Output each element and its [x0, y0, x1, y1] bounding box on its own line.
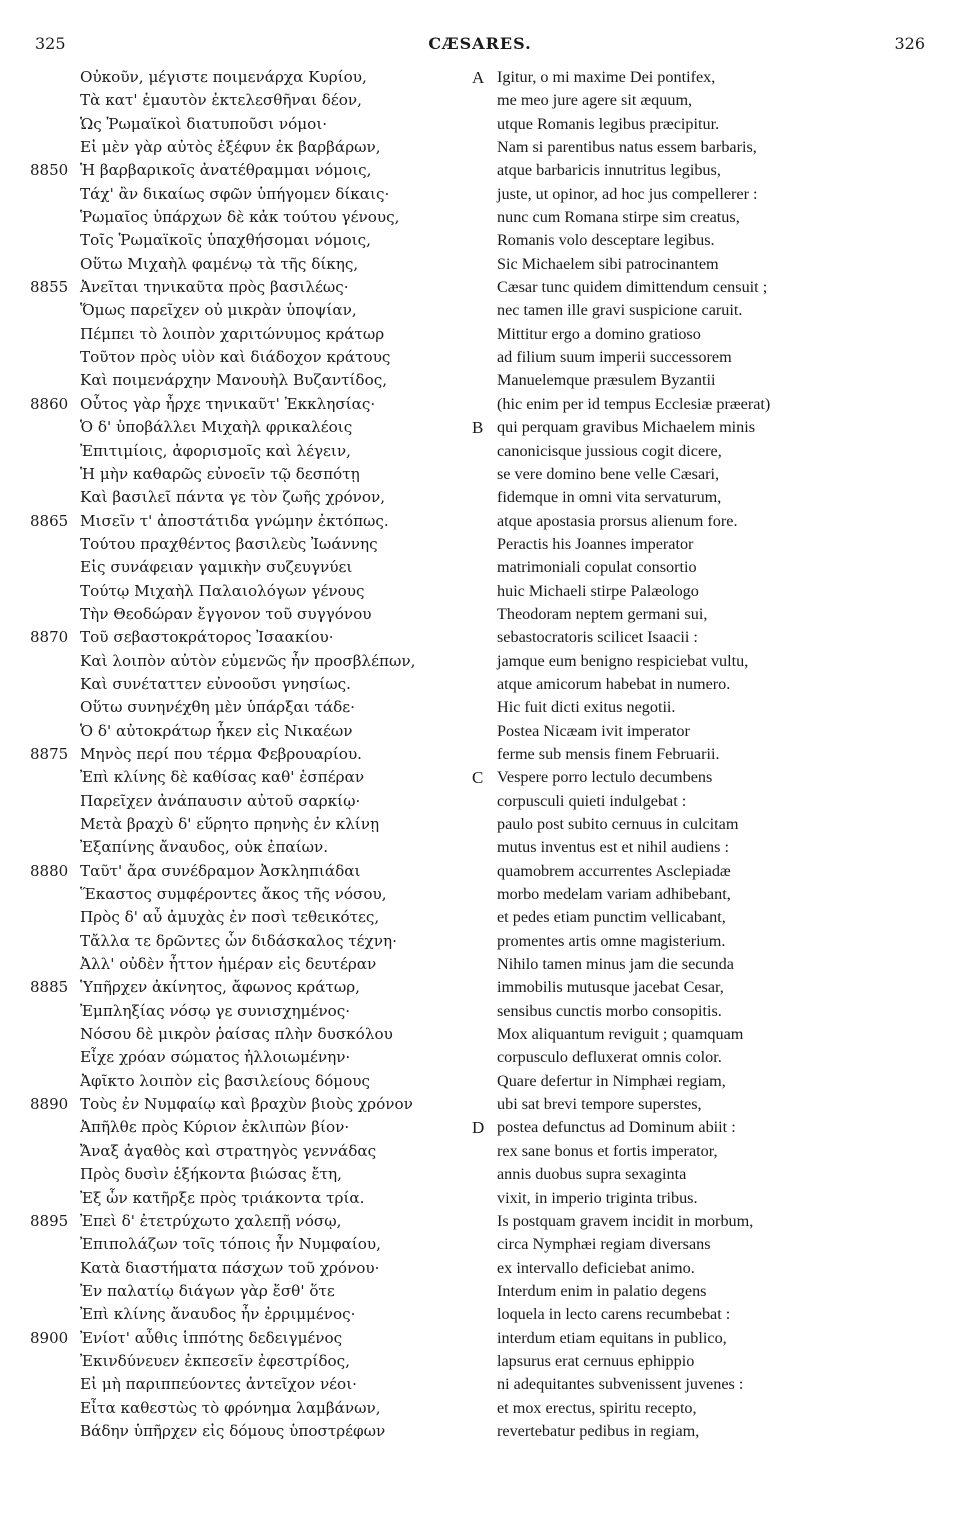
latin-line-text: Romanis volo desceptare legibus.	[497, 231, 715, 250]
latin-line-text: Mittitur ergo a domino gratioso	[497, 324, 701, 343]
latin-verse-line	[470, 1327, 940, 1350]
latin-line-text: revertebatur pedibus in regiam,	[497, 1421, 700, 1440]
latin-verse-line	[470, 276, 940, 299]
latin-verse-line	[470, 1070, 940, 1093]
latin-line-text: paulo post subito cernuus in culcitam	[497, 815, 739, 833]
line-number: 8850	[30, 161, 69, 180]
greek-verse-line	[30, 626, 470, 649]
line-number: 8900	[30, 1328, 69, 1347]
latin-line-text: et mox erectus, spiritu recepto,	[497, 1398, 697, 1417]
latin-verse-line	[470, 183, 940, 206]
greek-verse-line	[30, 440, 470, 463]
latin-verse-line	[470, 346, 940, 369]
greek-line-text: Ἡ βαρβαρικοῖς ἀνατέθραμμαι νόμοις,	[80, 161, 372, 180]
latin-text-column	[470, 66, 940, 1443]
greek-verse-line	[30, 323, 470, 346]
latin-line-text: Mox aliquantum reviguit ; quamquam	[497, 1025, 744, 1044]
greek-line-text: Ἐπὶ κλίνης δὲ καθίσας καθ' ἑσπέραν	[80, 768, 365, 787]
latin-line-text: ubi sat brevi tempore superstes,	[497, 1095, 702, 1114]
greek-verse-line	[30, 1070, 470, 1093]
greek-line-text: Ὑπῆρχεν ἀκίνητος, ἄφωνος κράτωρ,	[80, 978, 361, 997]
greek-line-text: Νόσου δὲ μικρὸν ῥαίσας πλὴν δυσκόλου	[80, 1025, 393, 1044]
latin-verse-line	[470, 673, 940, 696]
latin-line-text: Quare defertur in Nimphæi regiam,	[497, 1071, 726, 1090]
latin-verse-line	[470, 486, 940, 509]
greek-verse-line	[30, 1116, 470, 1139]
greek-verse-line	[30, 1257, 470, 1280]
latin-verse-line	[470, 1000, 940, 1023]
line-number: 8875	[30, 744, 69, 763]
greek-line-text: Κατὰ διαστήματα πάσχων τοῦ χρόνου·	[80, 1258, 380, 1277]
latin-verse-line	[470, 836, 940, 859]
latin-line-text: corpusculo defluxerat omnis color.	[497, 1048, 722, 1067]
latin-verse-line	[470, 1233, 940, 1256]
latin-line-text: sebastocratoris scilicet Isaacii :	[497, 628, 698, 647]
greek-verse-line	[30, 1327, 470, 1350]
greek-verse-line	[30, 1233, 470, 1256]
greek-verse-line	[30, 136, 470, 159]
greek-verse-line	[30, 66, 470, 89]
latin-verse-line	[470, 1303, 940, 1326]
line-number: 8885	[30, 978, 69, 997]
latin-line-text: et pedes etiam punctim vellicabant,	[497, 908, 726, 927]
greek-verse-line	[30, 650, 470, 673]
greek-verse-line	[30, 393, 470, 416]
line-number: 8865	[30, 511, 69, 530]
section-marker: B	[472, 418, 484, 438]
latin-verse-line	[470, 976, 940, 999]
latin-verse-line	[470, 1187, 940, 1210]
greek-verse-line	[30, 1350, 470, 1373]
latin-verse-line	[470, 1163, 940, 1186]
greek-verse-line	[30, 159, 470, 182]
greek-line-text: Ἀλλ' οὐδὲν ἧττον ἡμέραν εἰς δευτέραν	[80, 955, 377, 974]
greek-verse-line	[30, 1303, 470, 1326]
latin-verse-line	[470, 253, 940, 276]
latin-line-text: loquela in lecto carens recumbebat :	[497, 1305, 731, 1324]
greek-verse-line	[30, 813, 470, 836]
latin-line-text: fidemque in omni vita servaturum,	[497, 488, 722, 507]
line-number: 8870	[30, 628, 69, 647]
line-number: 8880	[30, 861, 69, 880]
latin-verse-line	[470, 580, 940, 603]
latin-line-text: matrimoniali copulat consortio	[497, 558, 697, 577]
latin-verse-line	[470, 1350, 940, 1373]
latin-line-text: rex sane bonus et fortis imperator,	[497, 1141, 718, 1160]
greek-line-text: Ταῦτ' ἄρα συνέδραμον Ἀσκληπιάδαι	[80, 861, 361, 880]
greek-line-text: Μισεῖν τ' ἀποστάτιδα γνώμην ἐκτόπως.	[80, 511, 389, 530]
latin-line-text: se vere domino bene velle Cæsari,	[497, 464, 720, 483]
greek-verse-line	[30, 743, 470, 766]
greek-line-text: Ἐνίοτ' αὖθις ἱππότης δεδειγμένος	[80, 1328, 343, 1347]
latin-line-text: postea defunctus ad Dominum abiit :	[497, 1118, 736, 1137]
latin-verse-line	[470, 930, 940, 953]
latin-verse-line	[470, 790, 940, 813]
latin-verse-line	[470, 89, 940, 112]
latin-line-text: vixit, in imperio triginta tribus.	[497, 1188, 698, 1207]
greek-verse-line	[30, 720, 470, 743]
greek-verse-line	[30, 1280, 470, 1303]
greek-line-text: Βάδην ὑπῆρχεν εἰς δόμους ὑποστρέφων	[80, 1421, 386, 1440]
greek-line-text: Ἐπεὶ δ' ἐτετρύχωτο χαλεπῇ νόσῳ,	[80, 1211, 342, 1230]
latin-line-text: me meo jure agere sit æquum,	[497, 91, 693, 110]
greek-line-text: Τοῦτον πρὸς υἱὸν καὶ διάδοχον κράτους	[80, 348, 391, 367]
latin-line-text: Hic fuit dicti exitus negotii.	[497, 698, 676, 717]
greek-verse-line	[30, 556, 470, 579]
greek-verse-line	[30, 696, 470, 719]
greek-line-text: Ἄναξ ἀγαθὸς καὶ στρατηγὸς γεννάδας	[80, 1141, 377, 1160]
greek-verse-line	[30, 1046, 470, 1069]
latin-line-text: Manuelemque præsulem Byzantii	[497, 371, 716, 390]
greek-verse-line	[30, 253, 470, 276]
greek-line-text: Τάχ' ἂν δικαίως σφῶν ὑπήγομεν δίκαις·	[80, 184, 390, 203]
greek-verse-line	[30, 860, 470, 883]
greek-line-text: Πέμπει τὸ λοιπὸν χαριτώνυμος κράτωρ	[80, 324, 385, 343]
greek-verse-line	[30, 836, 470, 859]
latin-verse-line	[470, 1257, 940, 1280]
line-number: 8855	[30, 278, 69, 297]
section-marker: D	[472, 1118, 485, 1138]
latin-verse-line	[470, 1280, 940, 1303]
latin-line-text: jamque eum benigno respiciebat vultu,	[497, 651, 749, 670]
greek-verse-line	[30, 299, 470, 322]
latin-line-text: ferme sub mensis finem Februarii.	[497, 744, 720, 763]
greek-verse-line	[30, 790, 470, 813]
latin-line-text: promentes artis omne magisterium.	[497, 931, 726, 950]
greek-verse-line	[30, 113, 470, 136]
latin-verse-line	[470, 440, 940, 463]
greek-line-text: Πρὸς δυσὶν ἑξήκοντα βιώσας ἔτη,	[80, 1165, 342, 1184]
greek-verse-line	[30, 930, 470, 953]
latin-verse-line	[470, 323, 940, 346]
greek-verse-line	[30, 229, 470, 252]
greek-verse-line	[30, 369, 470, 392]
greek-line-text: Ῥωμαῖος ὑπάρχων δὲ κἀκ τούτου γένους,	[80, 208, 400, 227]
greek-line-text: Ὁ δ' ὑποβάλλει Μιχαὴλ φρικαλέοις	[80, 418, 353, 437]
greek-line-text: Εἰ μὴ παριππεύοντες ἀντεῖχον νέοι·	[80, 1375, 357, 1394]
greek-verse-line	[30, 486, 470, 509]
latin-verse-line	[470, 229, 940, 252]
latin-line-text: Vespere porro lectulo decumbens	[497, 768, 713, 787]
greek-verse-line	[30, 89, 470, 112]
latin-line-text: morbo medelam variam adhibebant,	[497, 885, 731, 904]
latin-verse-line	[470, 1420, 940, 1443]
latin-line-text: Is postquam gravem incidit in morbum,	[497, 1211, 754, 1230]
latin-verse-line	[470, 906, 940, 929]
greek-verse-line	[30, 953, 470, 976]
greek-line-text: Τὴν Θεοδώραν ἔγγονον τοῦ συγγόνου	[80, 604, 372, 623]
latin-verse-line	[470, 813, 940, 836]
greek-verse-line	[30, 276, 470, 299]
section-marker: C	[472, 768, 484, 788]
latin-line-text: atque amicorum habebat in numero.	[497, 674, 731, 693]
greek-line-text: Οὗτος γὰρ ἦρχε τηνικαῦτ' Ἐκκλησίας·	[80, 394, 376, 413]
greek-text-column	[30, 66, 470, 1443]
latin-line-text: Igitur, o mi maxime Dei pontifex,	[497, 68, 716, 86]
latin-verse-line	[470, 510, 940, 533]
latin-line-text: Theodoram neptem germani sui,	[497, 604, 708, 623]
greek-line-text: Πρὸς δ' αὖ ἀμυχὰς ἐν ποσὶ τεθεικότες,	[80, 908, 380, 927]
latin-line-text: ad filium suum imperii successorem	[497, 348, 732, 367]
latin-line-text: atque apostasia prorsus alienum fore.	[497, 511, 738, 530]
greek-verse-line	[30, 510, 470, 533]
latin-line-text: lapsurus erat cernuus ephippio	[497, 1351, 695, 1370]
latin-line-text: corpusculi quieti indulgebat :	[497, 791, 687, 810]
latin-verse-line	[470, 533, 940, 556]
latin-verse-line	[470, 650, 940, 673]
latin-verse-line	[470, 743, 940, 766]
latin-verse-line	[470, 299, 940, 322]
greek-line-text: Τούτου πραχθέντος βασιλεὺς Ἰωάννης	[80, 534, 378, 553]
greek-verse-line	[30, 206, 470, 229]
greek-line-text: Ἡ μὴν καθαρῶς εὐνοεῖν τῷ δεσπότῃ	[80, 464, 360, 483]
greek-line-text: Ἐξ ὧν κατῆρξε πρὸς τριάκοντα τρία.	[80, 1188, 365, 1207]
latin-verse-line	[470, 463, 940, 486]
greek-line-text: Καὶ ποιμενάρχην Μανουὴλ Βυζαντίδος,	[80, 371, 388, 390]
latin-verse-line	[470, 136, 940, 159]
latin-verse-line	[470, 416, 940, 439]
greek-line-text: Μηνὸς περί που τέρμα Φεβρουαρίου.	[80, 744, 363, 763]
latin-line-text: atque barbaricis innutritus legibus,	[497, 161, 721, 180]
greek-verse-line	[30, 673, 470, 696]
latin-verse-line	[470, 696, 940, 719]
latin-verse-line	[470, 1046, 940, 1069]
greek-line-text: Εἶχε χρόαν σώματος ἠλλοιωμένην·	[80, 1048, 351, 1067]
greek-verse-line	[30, 603, 470, 626]
latin-line-text: Nihilo tamen minus jam die secunda	[497, 955, 734, 974]
latin-verse-line	[470, 556, 940, 579]
latin-line-text: Sic Michaelem sibi patrocinantem	[497, 254, 719, 273]
greek-line-text: Οὐκοῦν, μέγιστε ποιμενάρχα Κυρίου,	[80, 68, 367, 86]
latin-line-text: sensibus cunctis morbo consopitis.	[497, 1001, 722, 1020]
latin-line-text: (hic enim per id tempus Ecclesiæ præerat)	[497, 394, 771, 413]
latin-verse-line	[470, 603, 940, 626]
greek-line-text: Ἐπιτιμίοις, ἀφορισμοῖς καὶ λέγειν,	[80, 441, 351, 460]
latin-verse-line	[470, 766, 940, 789]
line-number: 8895	[30, 1211, 69, 1230]
page-header	[30, 34, 930, 56]
greek-verse-line	[30, 976, 470, 999]
latin-line-text: huic Michaeli stirpe Palæologo	[497, 581, 699, 600]
latin-verse-line	[470, 860, 940, 883]
greek-verse-line	[30, 1397, 470, 1420]
latin-verse-line	[470, 1397, 940, 1420]
greek-verse-line	[30, 1093, 470, 1116]
greek-line-text: Τοὺς ἐν Νυμφαίῳ καὶ βραχὺν βιοὺς χρόνον	[80, 1095, 413, 1114]
greek-line-text: Ἐπὶ κλίνης ἄναυδος ἦν ἐρριμμένος·	[80, 1305, 356, 1324]
greek-verse-line	[30, 1163, 470, 1186]
latin-line-text: nunc cum Romana stirpe sim creatus,	[497, 208, 740, 227]
greek-line-text: Ἀπῆλθε πρὸς Κύριον ἐκλιπὼν βίον·	[80, 1118, 350, 1137]
greek-verse-line	[30, 906, 470, 929]
greek-line-text: Ὅμως παρεῖχεν οὐ μικρὰν ὑποψίαν,	[80, 301, 357, 320]
greek-verse-line	[30, 533, 470, 556]
latin-line-text: Nam si parentibus natus essem barbaris,	[497, 138, 757, 157]
latin-verse-line	[470, 1210, 940, 1233]
latin-line-text: Peractis his Joannes imperator	[497, 534, 694, 553]
greek-line-text: Ἀνεῖται τηνικαῦτα πρὸς βασιλέως·	[80, 278, 349, 297]
greek-line-text: Καὶ συνέταττεν εὐνοοῦσι γνησίως.	[80, 674, 351, 693]
greek-verse-line	[30, 346, 470, 369]
greek-line-text: Ὡς Ῥωμαϊκοὶ διατυποῦσι νόμοι·	[80, 114, 328, 133]
greek-line-text: Εἶτα καθεστὼς τὸ φρόνημα λαμβάνων,	[80, 1398, 381, 1417]
latin-verse-line	[470, 1373, 940, 1396]
latin-verse-line	[470, 66, 940, 89]
greek-line-text: Παρεῖχεν ἀνάπαυσιν αὐτοῦ σαρκίῳ·	[80, 791, 361, 810]
latin-verse-line	[470, 206, 940, 229]
latin-verse-line	[470, 393, 940, 416]
line-number: 8890	[30, 1095, 69, 1114]
greek-line-text: Καὶ βασιλεῖ πάντα γε τὸν ζωῆς χρόνον,	[80, 488, 386, 507]
greek-line-text: Τοῦ σεβαστοκράτορος Ἰσαακίου·	[80, 628, 334, 647]
latin-verse-line	[470, 159, 940, 182]
greek-line-text: Ὁ δ' αὐτοκράτωρ ἧκεν εἰς Νικαέων	[80, 721, 353, 740]
latin-line-text: canonicisque jussious cogit dicere,	[497, 441, 722, 460]
latin-verse-line	[470, 1116, 940, 1139]
greek-verse-line	[30, 1187, 470, 1210]
greek-line-text: Καὶ λοιπὸν αὐτὸν εὐμενῶς ἦν προσβλέπων,	[80, 651, 416, 670]
latin-line-text: Interdum enim in palatio degens	[497, 1281, 707, 1300]
greek-line-text: Ἕκαστος συμφέροντες ἄκος τῆς νόσου,	[80, 885, 387, 904]
greek-verse-line	[30, 1210, 470, 1233]
greek-verse-line	[30, 1023, 470, 1046]
latin-verse-line	[470, 1140, 940, 1163]
latin-verse-line	[470, 953, 940, 976]
latin-line-text: mutus inventus est et nihil audiens :	[497, 838, 729, 857]
latin-line-text: ni adequitantes subvenissent juvenes :	[497, 1375, 744, 1394]
greek-line-text: Τὰ κατ' ἐμαυτὸν ἐκτελεσθῆναι δέον,	[80, 91, 362, 110]
latin-line-text: annis duobus supra sexaginta	[497, 1165, 687, 1184]
latin-line-text: nec tamen ille gravi suspicione caruit.	[497, 301, 743, 320]
greek-line-text: Οὕτω συνηνέχθη μὲν ὑπάρξαι τάδε·	[80, 698, 355, 717]
greek-line-text: Εἰς συνάφειαν γαμικὴν συζευγνύει	[80, 558, 353, 577]
greek-line-text: Οὕτω Μιχαὴλ φαμένῳ τὰ τῆς δίκης,	[80, 254, 359, 273]
latin-verse-line	[470, 883, 940, 906]
latin-line-text: Cæsar tunc quidem dimittendum censuit ;	[497, 278, 768, 297]
right-page-number: 326	[894, 34, 925, 53]
greek-line-text: Εἰ μὲν γὰρ αὐτὸς ἐξέφυν ἐκ βαρβάρων,	[80, 138, 381, 157]
greek-verse-line	[30, 580, 470, 603]
greek-line-text: Τούτῳ Μιχαὴλ Παλαιολόγων γένους	[80, 581, 365, 600]
greek-verse-line	[30, 766, 470, 789]
latin-verse-line	[470, 626, 940, 649]
greek-line-text: Ἐκινδύνευεν ἐκπεσεῖν ἐφεστρίδος,	[80, 1351, 350, 1370]
greek-verse-line	[30, 1373, 470, 1396]
latin-line-text: juste, ut opinor, ad hoc jus compellerer :	[497, 184, 758, 203]
running-title: CÆSARES.	[428, 34, 532, 53]
latin-verse-line	[470, 720, 940, 743]
latin-line-text: quamobrem accurrentes Asclepiadæ	[497, 861, 731, 880]
section-marker: A	[472, 68, 485, 87]
greek-line-text: Τοῖς Ῥωμαϊκοῖς ὑπαχθήσομαι νόμοις,	[80, 231, 371, 250]
latin-line-text: qui perquam gravibus Michaelem minis	[497, 418, 756, 437]
latin-line-text: circa Nymphæi regiam diversans	[497, 1235, 711, 1254]
greek-verse-line	[30, 183, 470, 206]
greek-verse-line	[30, 1140, 470, 1163]
greek-line-text: Ἐμπληξίας νόσῳ γε συνισχημένος·	[80, 1001, 351, 1020]
latin-line-text: ex intervallo deficiebat animo.	[497, 1258, 695, 1277]
latin-verse-line	[470, 1093, 940, 1116]
greek-line-text: Μετὰ βραχὺ δ' εὕρητο πρηνὴς ἐν κλίνῃ	[80, 815, 380, 833]
greek-line-text: Τἄλλα τε δρῶντες ὧν διδάσκαλος τέχνη·	[80, 931, 397, 950]
latin-line-text: immobilis mutusque jacebat Cesar,	[497, 978, 724, 997]
greek-verse-line	[30, 883, 470, 906]
greek-verse-line	[30, 416, 470, 439]
latin-line-text: Postea Nicæam ivit imperator	[497, 721, 690, 740]
greek-line-text: Ἀφῖκτο λοιπὸν εἰς βασιλείους δόμους	[80, 1071, 371, 1090]
greek-line-text: Ἐν παλατίῳ διάγων γὰρ ἔσθ' ὅτε	[80, 1281, 335, 1300]
greek-verse-line	[30, 1420, 470, 1443]
greek-verse-line	[30, 1000, 470, 1023]
left-page-number: 325	[35, 34, 66, 53]
latin-verse-line	[470, 1023, 940, 1046]
greek-line-text: Ἐξαπίνης ἄναυδος, οὐκ ἐπαίων.	[80, 838, 329, 857]
latin-line-text: interdum etiam equitans in publico,	[497, 1328, 727, 1347]
greek-line-text: Ἐπιπολάζων τοῖς τόποις ἦν Νυμφαίου,	[80, 1235, 381, 1254]
latin-verse-line	[470, 369, 940, 392]
latin-verse-line	[470, 113, 940, 136]
greek-verse-line	[30, 463, 470, 486]
line-number: 8860	[30, 394, 69, 413]
latin-line-text: utque Romanis legibus præcipitur.	[497, 114, 720, 133]
